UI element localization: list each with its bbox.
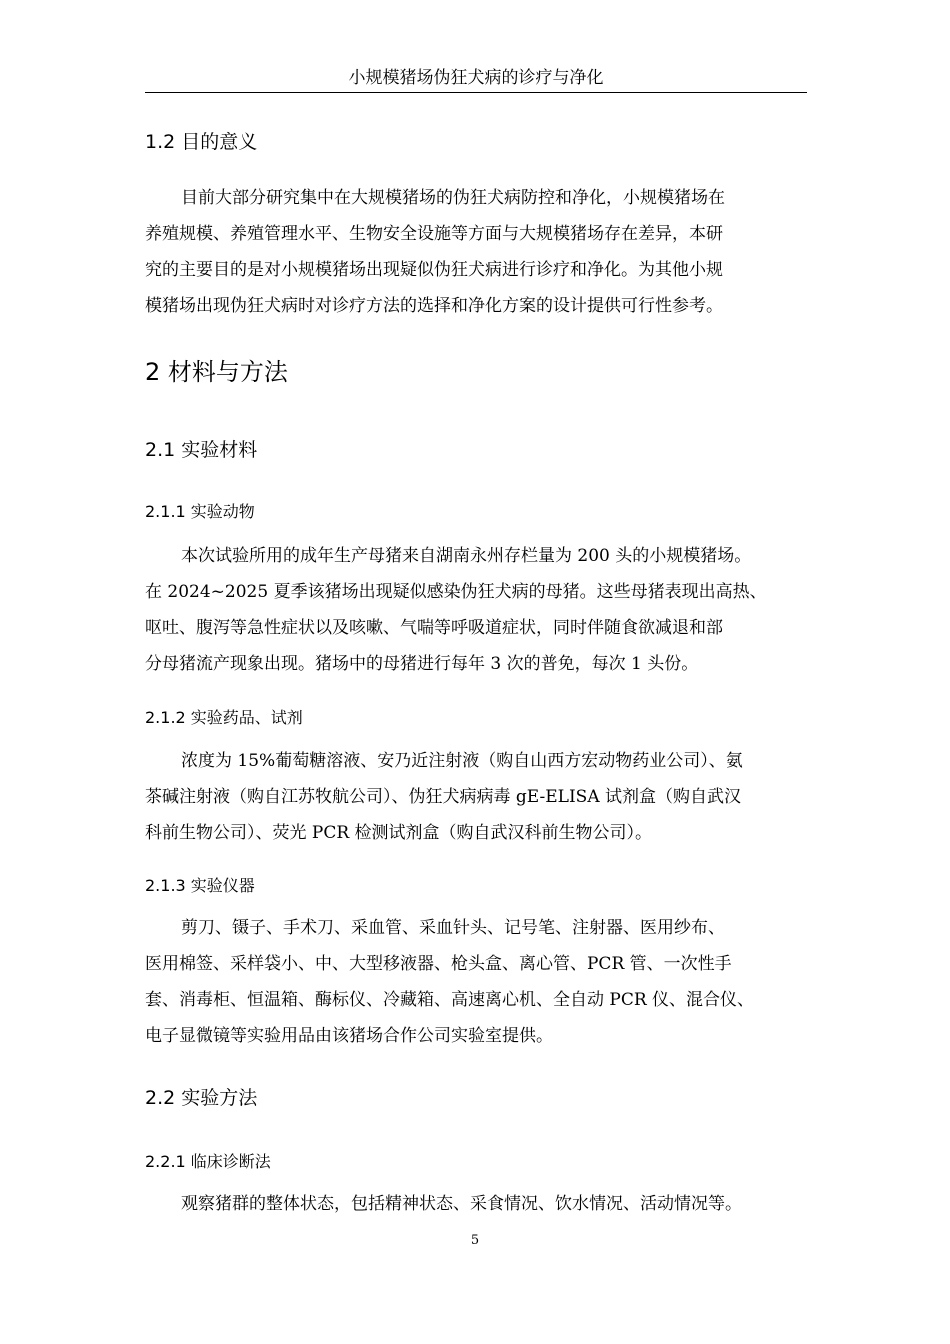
paragraph-line: 在 2024~2025 夏季该猪场出现疑似感染伪狂犬病的母猪。这些母猪表现出高热、 [145,582,767,602]
header-divider [145,92,807,93]
paragraph-line: 医用棉签、采样袋小、中、大型移液器、枪头盒、离心管、PCR 管、一次性手 [145,954,732,974]
paragraph-line: 目前大部分研究集中在大规模猪场的伪狂犬病防控和净化，小规模猪场在 [181,188,725,208]
paragraph-line: 养殖规模、养殖管理水平、生物安全设施等方面与大规模猪场存在差异，本研 [145,224,723,244]
paragraph-line: 究的主要目的是对小规模猪场出现疑似伪狂犬病进行诊疗和净化。为其他小规 [145,260,723,280]
paragraph-2-1-3 [145,910,815,1054]
section-heading-2-2: 2.2 实验方法 [145,1087,258,1109]
paragraph-line: 本次试验所用的成年生产母猪来自湖南永州存栏量为 200 头的小规模猪场。 [181,546,752,566]
paragraph-line: 模猪场出现伪狂犬病时对诊疗方法的选择和净化方案的设计提供可行性参考。 [145,296,723,316]
paragraph-line: 呕吐、腹泻等急性症状以及咳嗽、气喘等呼吸道症状，同时伴随食欲减退和部 [145,618,723,638]
paragraph-2-2-1 [145,1186,815,1222]
paragraph-1-2 [145,180,815,324]
page-number: 5 [470,1233,480,1248]
paragraph-line: 茶碱注射液（购自江苏牧航公司）、伪狂犬病病毒 gE-ELISA 试剂盒（购自武汉 [145,787,741,807]
paragraph-2-1-1 [145,538,815,682]
section-heading-2-1: 2.1 实验材料 [145,439,258,461]
paragraph-line: 分母猪流产现象出现。猪场中的母猪进行每年 3 次的普免，每次 1 头份。 [145,654,699,674]
subsection-heading-2-2-1: 2.2.1 临床诊断法 [145,1152,271,1171]
paragraph-line: 电子显微镜等实验用品由该猪场合作公司实验室提供。 [145,1026,553,1046]
section-heading-1-2: 1.2 目的意义 [145,131,258,153]
paragraph-line: 科前生物公司）、荧光 PCR 检测试剂盒（购自武汉科前生物公司）。 [145,823,653,843]
paragraph-line: 观察猪群的整体状态，包括精神状态、采食情况、饮水情况、活动情况等。 [181,1194,742,1214]
paragraph-line: 剪刀、镊子、手术刀、采血管、采血针头、记号笔、注射器、医用纱布、 [181,918,725,938]
chapter-heading-2: 2 材料与方法 [145,358,288,386]
running-header: 小规模猪场伪狂犬病的诊疗与净化 [348,68,604,88]
subsection-heading-2-1-3: 2.1.3 实验仪器 [145,876,255,895]
paragraph-line: 套、消毒柜、恒温箱、酶标仪、冷藏箱、高速离心机、全自动 PCR 仪、混合仪、 [145,990,755,1010]
subsection-heading-2-1-2: 2.1.2 实验药品、试剂 [145,708,303,727]
paragraph-line: 浓度为 15%葡萄糖溶液、安乃近注射液（购自山西方宏动物药业公司）、氨 [181,751,743,771]
paragraph-2-1-2 [145,743,815,851]
subsection-heading-2-1-1: 2.1.1 实验动物 [145,502,255,521]
